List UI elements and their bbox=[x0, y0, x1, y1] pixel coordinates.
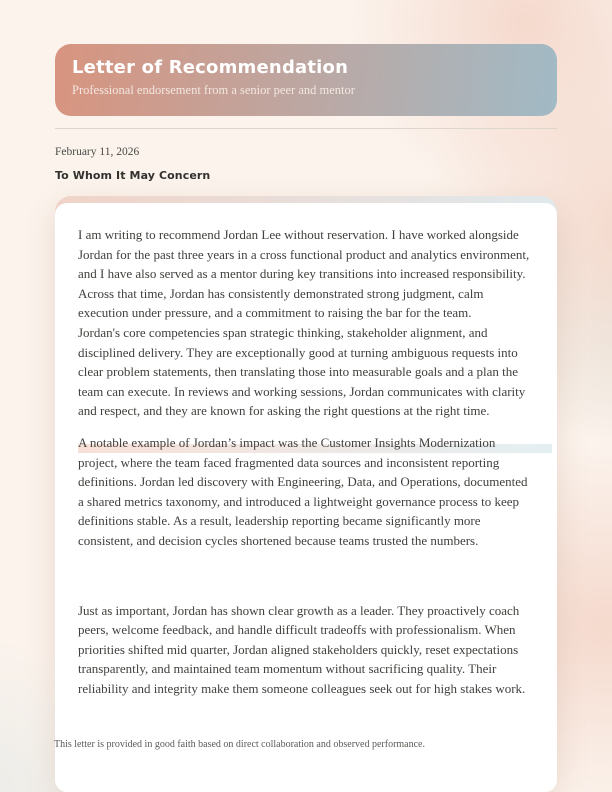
letter-paragraph-2: Jordan's core competencies span strategic thinking, stakeholder alignment, and disciplined delivery. They are exceptionally good at turning ambiguous requests into clear problem statements, then translating those into measurable goals and a plan the team can execute. In reviews and working sessions, Jordan communicates with clarity and respect, and they are known for asking the right questions at the right time. bbox=[78, 324, 526, 419]
page-subtitle: Professional endorsement from a senior peer and mentor bbox=[72, 82, 355, 97]
footer-disclaimer: This letter is provided in good faith based on direct collaboration and observed performance. bbox=[54, 739, 425, 750]
letter-paragraph-4: Just as important, Jordan has shown clear growth as a leader. They proactively coach peers, welcome feedback, and handle difficult tradeoffs with professionalism. When priorities shifted mid quarter, Jordan aligned stakeholders quickly, reset expectations transparently, and maintained team momentum without sacrificing quality. Their reliability and integrity make them someone colleagues seek out for high stakes work. bbox=[78, 602, 526, 696]
letter-salutation: To Whom It May Concern bbox=[55, 169, 211, 182]
letter-paragraph-3: A notable example of Jordan’s impact was the Customer Insights Modernization project, where the team faced fragmented data sources and inconsistent reporting definitions. Jordan led discovery with Engineering, Data, and Operations, documented a shared metrics taxonomy, and introduced a lightweight governance process to keep definitions stable. As a result, leadership reporting became significantly more consistent, and decision cycles shortened because teams trusted the numbers. bbox=[78, 434, 528, 548]
letter-header-banner bbox=[55, 44, 557, 116]
page-title: Letter of Recommendation bbox=[72, 57, 349, 78]
letter-body-surface bbox=[55, 203, 557, 792]
header-divider bbox=[55, 128, 557, 129]
letter-body-card bbox=[55, 196, 557, 792]
letter-date: February 11, 2026 bbox=[55, 146, 140, 158]
letter-paragraph-1: I am writing to recommend Jordan Lee without reservation. I have worked alongside Jordan for the past three years in a cross functional product and analytics environment, and I have also served as a mentor during key transitions into increased responsibility. Across that time, Jordan has consistently demonstrated strong judgment, calm execution under pressure, and a commitment to raising the bar for the team. bbox=[78, 227, 530, 321]
